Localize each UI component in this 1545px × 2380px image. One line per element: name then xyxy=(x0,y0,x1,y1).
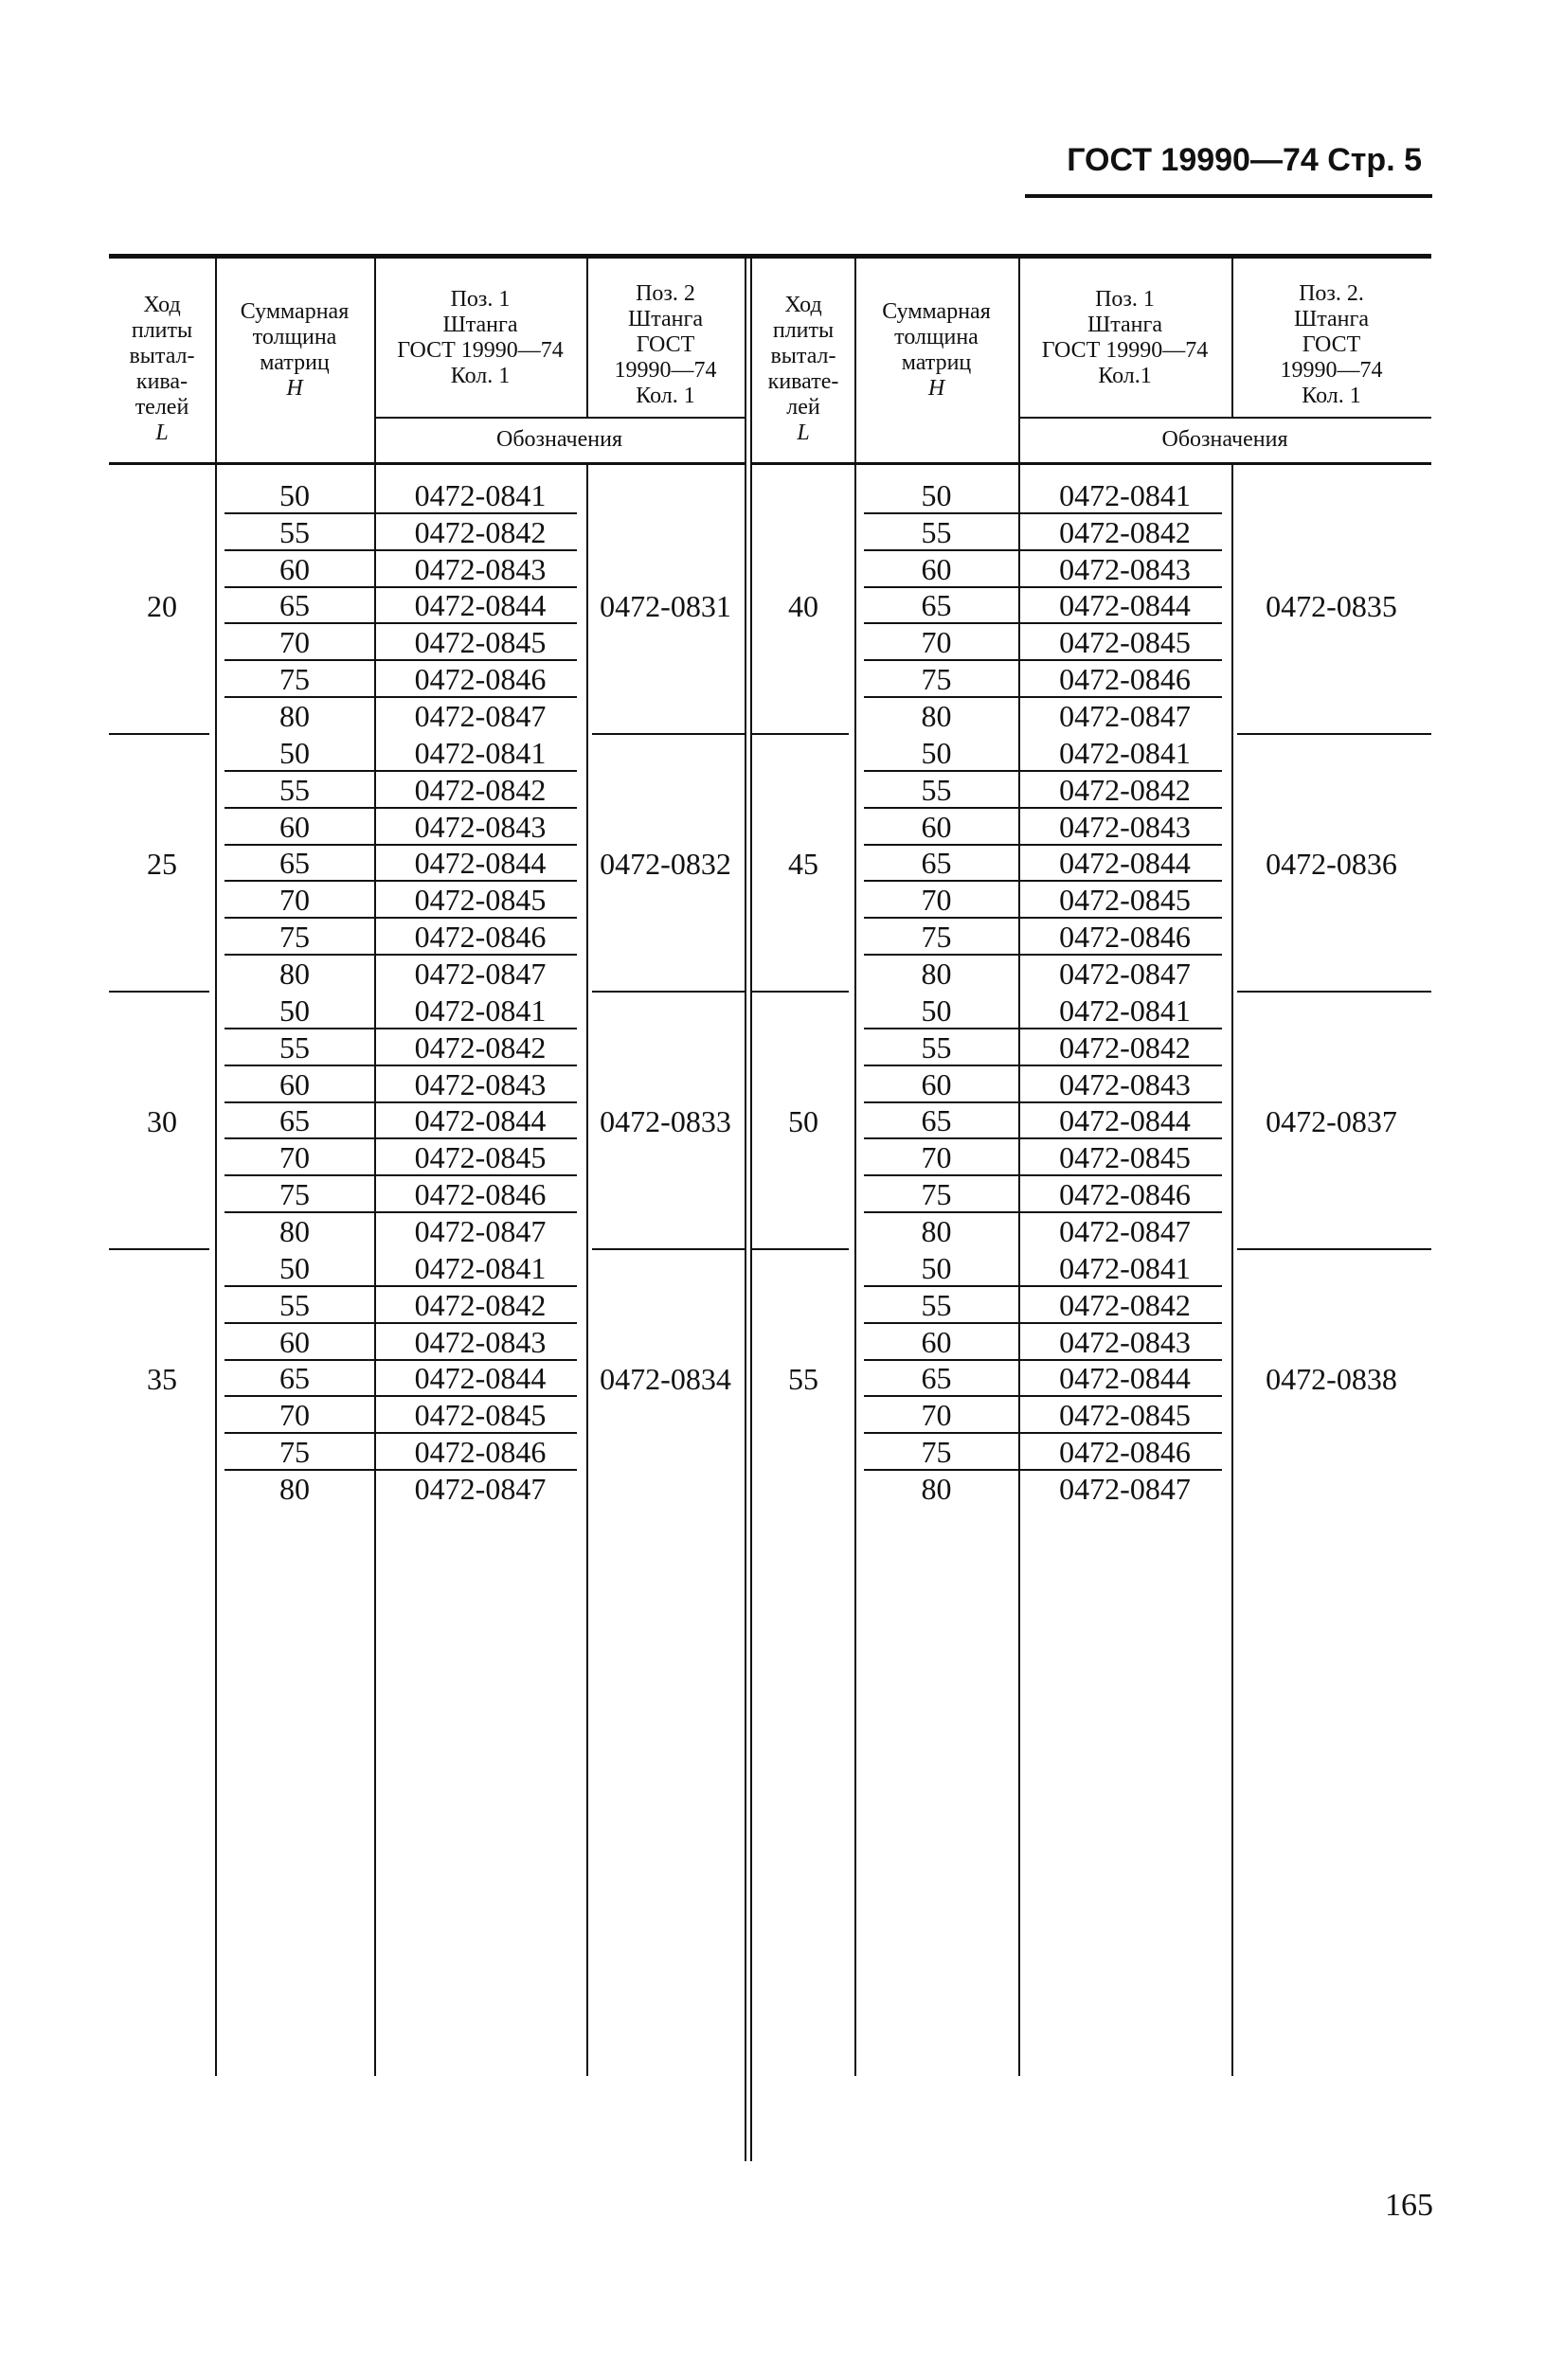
thickness-value: 75 xyxy=(279,920,310,955)
header-thickness-left xyxy=(215,277,374,424)
pos1-designation: 0472-0843 xyxy=(1059,1066,1191,1101)
thickness-value: 55 xyxy=(921,772,952,807)
stroke-value: 45 xyxy=(788,846,818,881)
thickness-value: 70 xyxy=(921,1398,952,1433)
thickness-value: 65 xyxy=(921,588,952,623)
pos1-designation: 0472-0841 xyxy=(414,993,547,1028)
thickness-value: 60 xyxy=(921,551,952,586)
pos1-designation: 0472-0844 xyxy=(414,588,547,623)
header-line: 19990—74 xyxy=(1280,358,1383,383)
thickness-value: 65 xyxy=(279,1103,310,1138)
pos1-designation: 0472-0845 xyxy=(1059,883,1191,918)
pos1-designation: 0472-0846 xyxy=(1059,1435,1191,1470)
header-line: Кол.1 xyxy=(1098,364,1152,388)
thickness-value: 65 xyxy=(279,1361,310,1396)
pos1-designation: 0472-0845 xyxy=(414,625,547,660)
pos1-designation: 0472-0841 xyxy=(1059,735,1191,770)
header-line: Поз. 2 xyxy=(636,281,695,306)
table-half-left xyxy=(109,258,745,2161)
thickness-value: 55 xyxy=(279,1029,310,1065)
thickness-value: 60 xyxy=(279,1324,310,1359)
thickness-value: 60 xyxy=(279,1066,310,1101)
pos1-designation: 0472-0843 xyxy=(1059,551,1191,586)
thickness-value: 70 xyxy=(279,883,310,918)
thickness-value: 50 xyxy=(279,993,310,1028)
pos1-designation: 0472-0846 xyxy=(1059,1177,1191,1212)
header-line: Поз. 2. xyxy=(1299,281,1364,306)
pos1-designation: 0472-0842 xyxy=(414,772,547,807)
thickness-value: 80 xyxy=(921,1472,952,1507)
pos1-designation: 0472-0847 xyxy=(1059,1214,1191,1249)
header-line: Штанга xyxy=(442,313,518,337)
thickness-value: 55 xyxy=(279,772,310,807)
pos1-designation: 0472-0844 xyxy=(414,1103,547,1138)
header-line: Штанга xyxy=(1294,307,1369,331)
header-symbol-H: H xyxy=(286,376,303,401)
thickness-value: 60 xyxy=(279,809,310,844)
pos1-designation: 0472-0845 xyxy=(1059,625,1191,660)
thickness-value: 50 xyxy=(279,735,310,770)
pos1-designation: 0472-0846 xyxy=(414,1177,547,1212)
header-line: ГОСТ xyxy=(636,332,695,357)
pos1-designation: 0472-0847 xyxy=(1059,1472,1191,1507)
pos2-designation: 0472-0837 xyxy=(1266,1103,1397,1138)
thickness-value: 50 xyxy=(921,735,952,770)
thickness-value: 55 xyxy=(921,1287,952,1322)
pos1-designation: 0472-0842 xyxy=(1059,1029,1191,1065)
pos2-designation: 0472-0831 xyxy=(600,588,731,623)
pos1-designation: 0472-0847 xyxy=(1059,957,1191,992)
thickness-value: 65 xyxy=(921,846,952,881)
center-double-rule xyxy=(745,258,752,2161)
header-line: вытал- xyxy=(770,344,836,368)
thickness-value: 55 xyxy=(921,514,952,549)
thickness-value: 60 xyxy=(921,1066,952,1101)
designation-table xyxy=(109,258,1431,2161)
thickness-value: 65 xyxy=(279,588,310,623)
header-line: плиты xyxy=(131,318,193,343)
header-line: ГОСТ 19990—74 xyxy=(397,338,564,363)
header-pos2-left xyxy=(586,267,745,423)
thickness-value: 75 xyxy=(921,662,952,697)
page-number: 165 xyxy=(1385,2188,1433,2223)
pos1-designation: 0472-0841 xyxy=(1059,477,1191,512)
column-rule xyxy=(586,258,588,417)
thickness-value: 60 xyxy=(279,551,310,586)
header-line: кива- xyxy=(135,369,189,394)
header-symbol-L: L xyxy=(797,421,810,445)
thickness-value: 80 xyxy=(921,1214,952,1249)
thickness-value: 55 xyxy=(279,514,310,549)
page-header: ГОСТ 19990—74 Стр. 5 xyxy=(1067,142,1422,178)
thickness-value: 75 xyxy=(921,1177,952,1212)
header-line: вытал- xyxy=(129,344,195,368)
header-symbol-H: H xyxy=(927,376,945,401)
pos1-designation: 0472-0846 xyxy=(1059,662,1191,697)
thickness-value: 50 xyxy=(921,993,952,1028)
pos1-designation: 0472-0845 xyxy=(1059,1140,1191,1175)
pos2-designation: 0472-0832 xyxy=(600,846,731,881)
pos1-designation: 0472-0842 xyxy=(414,1287,547,1322)
thickness-value: 50 xyxy=(279,1250,310,1285)
thickness-value: 50 xyxy=(921,1250,952,1285)
thickness-value: 80 xyxy=(279,1214,310,1249)
pos1-designation: 0472-0846 xyxy=(414,920,547,955)
pos1-designation: 0472-0845 xyxy=(414,883,547,918)
pos1-designation: 0472-0846 xyxy=(414,662,547,697)
header-line: Суммарная xyxy=(240,299,350,324)
header-line: Ход xyxy=(784,293,822,317)
thickness-value: 70 xyxy=(279,1140,310,1175)
thickness-value: 80 xyxy=(921,699,952,734)
pos2-designation: 0472-0838 xyxy=(1266,1361,1397,1396)
stroke-value: 20 xyxy=(147,588,177,623)
thickness-value: 80 xyxy=(279,957,310,992)
pos1-designation: 0472-0841 xyxy=(414,477,547,512)
thickness-value: 75 xyxy=(279,1177,310,1212)
pos2-designation: 0472-0835 xyxy=(1266,588,1397,623)
pos1-designation: 0472-0847 xyxy=(414,1214,547,1249)
header-designations-left: Обозначения xyxy=(495,426,622,452)
thickness-value: 70 xyxy=(921,1140,952,1175)
header-line: ГОСТ xyxy=(1302,332,1361,357)
pos1-designation: 0472-0844 xyxy=(1059,1103,1191,1138)
pos1-designation: 0472-0846 xyxy=(414,1435,547,1470)
header-line: Кол. 1 xyxy=(450,364,511,388)
header-line: плиты xyxy=(772,318,835,343)
pos1-designation: 0472-0846 xyxy=(1059,920,1191,955)
stroke-value: 50 xyxy=(788,1103,818,1138)
stroke-value: 40 xyxy=(788,588,818,623)
thickness-value: 70 xyxy=(279,625,310,660)
thickness-value: 65 xyxy=(921,1103,952,1138)
table-half-right xyxy=(752,258,1431,2161)
pos1-designation: 0472-0844 xyxy=(1059,588,1191,623)
thickness-value: 60 xyxy=(921,809,952,844)
pos1-designation: 0472-0845 xyxy=(1059,1398,1191,1433)
pos1-designation: 0472-0844 xyxy=(414,1361,547,1396)
header-bottom-rule xyxy=(109,462,745,465)
stroke-value: 25 xyxy=(147,846,177,881)
header-inner-rule xyxy=(1018,417,1431,419)
header-line: Кол. 1 xyxy=(636,384,695,408)
header-line: матриц xyxy=(901,350,972,375)
header-pos1-right xyxy=(1018,267,1231,409)
pos1-designation: 0472-0845 xyxy=(414,1140,547,1175)
header-designations-right: Обозначения xyxy=(1161,426,1288,452)
pos1-designation: 0472-0842 xyxy=(1059,772,1191,807)
pos1-designation: 0472-0843 xyxy=(1059,809,1191,844)
thickness-value: 80 xyxy=(921,957,952,992)
header-pos1-left xyxy=(374,267,586,409)
header-line: матриц xyxy=(260,350,330,375)
pos1-designation: 0472-0841 xyxy=(414,1250,547,1285)
pos1-designation: 0472-0842 xyxy=(414,514,547,549)
header-line: кивате- xyxy=(767,369,839,394)
thickness-value: 75 xyxy=(279,662,310,697)
pos1-designation: 0472-0842 xyxy=(414,1029,547,1065)
pos1-designation: 0472-0842 xyxy=(1059,1287,1191,1322)
pos1-designation: 0472-0843 xyxy=(414,1066,547,1101)
header-line: телей xyxy=(135,395,189,420)
thickness-value: 70 xyxy=(921,625,952,660)
thickness-value: 80 xyxy=(279,1472,310,1507)
thickness-value: 60 xyxy=(921,1324,952,1359)
thickness-value: 55 xyxy=(921,1029,952,1065)
header-line: Кол. 1 xyxy=(1302,384,1361,408)
header-line: Суммарная xyxy=(882,299,991,324)
pos1-designation: 0472-0843 xyxy=(414,809,547,844)
stroke-value: 55 xyxy=(788,1361,818,1396)
header-stroke-left xyxy=(109,277,215,462)
pos2-designation: 0472-0836 xyxy=(1266,846,1397,881)
header-line: Ход xyxy=(143,293,181,317)
pos1-designation: 0472-0843 xyxy=(414,1324,547,1359)
thickness-value: 75 xyxy=(921,1435,952,1470)
header-line: Поз. 1 xyxy=(1095,287,1155,312)
stroke-value: 30 xyxy=(147,1103,177,1138)
header-line: 19990—74 xyxy=(614,358,717,383)
thickness-value: 65 xyxy=(921,1361,952,1396)
pos2-designation: 0472-0833 xyxy=(600,1103,731,1138)
pos1-designation: 0472-0847 xyxy=(414,1472,547,1507)
pos2-designation: 0472-0834 xyxy=(600,1361,731,1396)
pos1-designation: 0472-0843 xyxy=(1059,1324,1191,1359)
pos1-designation: 0472-0843 xyxy=(414,551,547,586)
header-line: Штанга xyxy=(1087,313,1162,337)
thickness-value: 80 xyxy=(279,699,310,734)
thickness-value: 50 xyxy=(279,477,310,512)
header-stroke-right xyxy=(752,277,854,462)
pos1-designation: 0472-0845 xyxy=(414,1398,547,1433)
header-line: ГОСТ 19990—74 xyxy=(1041,338,1209,363)
column-rule xyxy=(1231,258,1233,417)
pos1-designation: 0472-0841 xyxy=(414,735,547,770)
header-symbol-L: L xyxy=(155,421,169,445)
pos1-designation: 0472-0841 xyxy=(1059,1250,1191,1285)
pos1-designation: 0472-0844 xyxy=(1059,846,1191,881)
header-pos2-right xyxy=(1231,267,1431,423)
header-line: лей xyxy=(786,395,820,420)
thickness-value: 70 xyxy=(279,1398,310,1433)
stroke-value: 35 xyxy=(147,1361,177,1396)
pos1-designation: 0472-0841 xyxy=(1059,993,1191,1028)
pos1-designation: 0472-0842 xyxy=(1059,514,1191,549)
header-line: толщина xyxy=(894,325,979,349)
header-line: Поз. 1 xyxy=(450,287,511,312)
thickness-value: 50 xyxy=(921,477,952,512)
header-thickness-right xyxy=(854,277,1018,424)
header-inner-rule xyxy=(374,417,745,419)
thickness-value: 65 xyxy=(279,846,310,881)
thickness-value: 70 xyxy=(921,883,952,918)
pos1-designation: 0472-0847 xyxy=(414,957,547,992)
pos1-designation: 0472-0844 xyxy=(1059,1361,1191,1396)
pos1-designation: 0472-0847 xyxy=(414,699,547,734)
thickness-value: 55 xyxy=(279,1287,310,1322)
thickness-value: 75 xyxy=(279,1435,310,1470)
header-line: Штанга xyxy=(628,307,703,331)
pos1-designation: 0472-0844 xyxy=(414,846,547,881)
header-rule xyxy=(1025,194,1432,198)
header-line: толщина xyxy=(252,325,337,349)
pos1-designation: 0472-0847 xyxy=(1059,699,1191,734)
thickness-value: 75 xyxy=(921,920,952,955)
